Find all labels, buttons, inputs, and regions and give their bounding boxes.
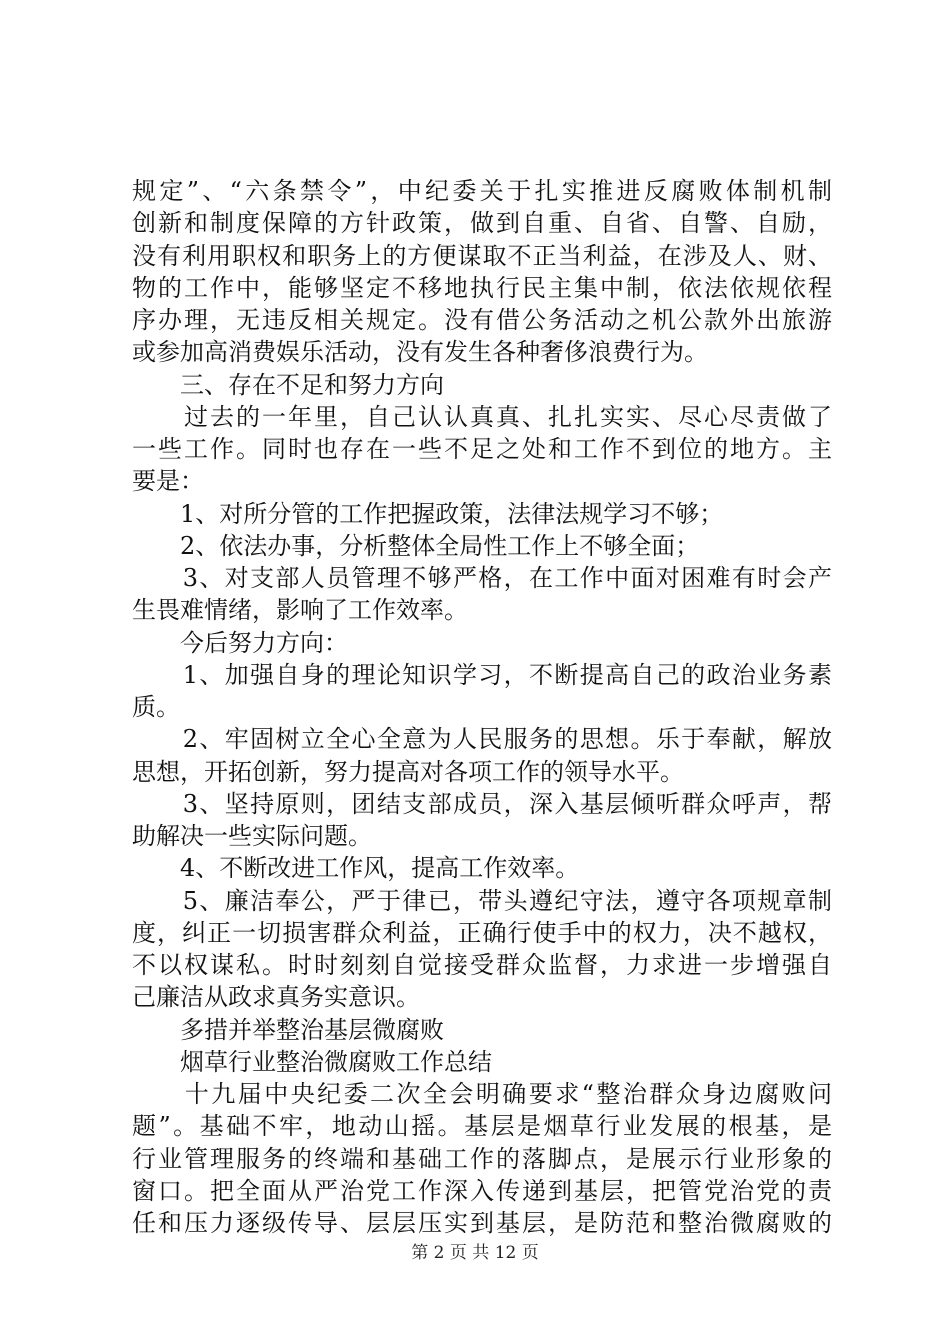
- text-line-22: 4、不断改进工作风，提高工作效率。: [132, 854, 580, 883]
- article-title: 多措并举整治基层微腐败: [132, 1015, 444, 1044]
- text-line-31: 行业管理服务的终端和基础工作的落脚点，是展示行业形象的: [132, 1144, 832, 1173]
- text-line-12: 2、依法办事，分析整体全局性工作上不够全面；: [132, 531, 700, 560]
- text-line-13: 3、对支部人员管理不够严格，在工作中面对困难有时会产: [132, 564, 832, 592]
- text-line-11: 1、对所分管的工作把握政策，法律法规学习不够；: [132, 499, 724, 528]
- text-line-10: 要是：: [132, 467, 204, 496]
- document-body: [132, 175, 832, 1239]
- text-line-24: 度，纠正一切损害群众利益，正确行使手中的权力，决不越权，: [132, 918, 832, 947]
- text-line-20: 3、坚持原则，团结支部成员，深入基层倾听群众呼声，帮: [132, 789, 832, 818]
- page-number-footer: 第 2 页 共 12 页: [411, 1243, 539, 1263]
- section-heading: 三、存在不足和努力方向: [132, 370, 444, 399]
- text-line-8: 过去的一年里，自己认认真真、扎扎实实、尽心尽责做了: [132, 402, 832, 431]
- text-line-14: 生畏难情绪，影响了工作效率。: [132, 596, 468, 625]
- text-line-30: 题”。基础不牢，地动山摇。基层是烟草行业发展的根基，是: [132, 1112, 832, 1141]
- text-line-18: 2、牢固树立全心全意为人民服务的思想。乐于奉献，解放: [132, 725, 832, 754]
- text-line-21: 助解决一些实际问题。: [132, 822, 372, 850]
- text-line-4: 物的工作中，能够坚定不移地执行民主集中制，依法依规依程: [132, 273, 832, 302]
- text-line-16: 1、加强自身的理论知识学习，不断提高自己的政治业务素: [132, 660, 832, 689]
- text-line-1: 规定”、“六条禁令”，中纪委关于扎实推进反腐败体制机制: [132, 177, 832, 205]
- text-line-33: 任和压力逐级传导、层层压实到基层，是防范和整治微腐败的: [132, 1209, 832, 1237]
- text-line-15: 今后努力方向：: [132, 628, 348, 657]
- text-line-2: 创新和制度保障的方针政策，做到自重、自省、自警、自励，: [132, 209, 832, 238]
- text-line-6: 或参加高消费娱乐活动，没有发生各种奢侈浪费行为。: [132, 338, 708, 367]
- text-line-25: 不以权谋私。时时刻刻自觉接受群众监督，力求进一步增强自: [132, 951, 832, 979]
- article-subtitle: 烟草行业整治微腐败工作总结: [132, 1047, 492, 1076]
- text-line-17: 质。: [132, 693, 180, 721]
- text-line-19: 思想，开拓创新，努力提高对各项工作的领导水平。: [132, 757, 684, 786]
- text-line-23: 5、廉洁奉公，严于律已，带头遵纪守法，遵守各项规章制: [132, 886, 832, 915]
- text-line-32: 窗口。把全面从严治党工作深入传递到基层，把管党治党的责: [132, 1176, 832, 1205]
- text-line-29: 十九届中央纪委二次全会明确要求“整治群众身边腐败问: [132, 1080, 832, 1108]
- text-line-9: 一些工作。同时也存在一些不足之处和工作不到位的地方。主: [132, 435, 832, 463]
- text-line-26: 己廉洁从政求真务实意识。: [132, 983, 420, 1012]
- text-line-3: 没有利用职权和职务上的方便谋取不正当利益，在涉及人、财、: [132, 241, 832, 270]
- text-line-5: 序办理，无违反相关规定。没有借公务活动之机公款外出旅游: [132, 306, 832, 334]
